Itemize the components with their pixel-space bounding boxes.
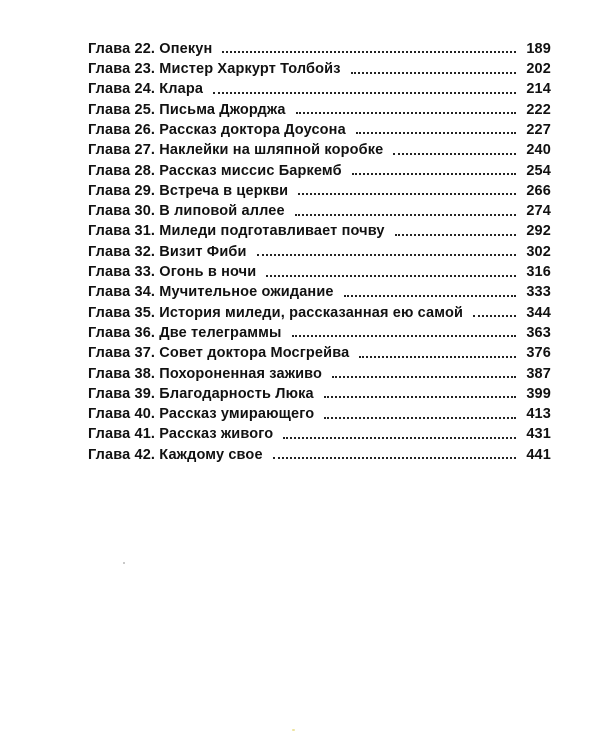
toc-entry-page: 266: [526, 182, 551, 199]
toc-entry-page: 214: [526, 81, 551, 98]
dot-leader: [296, 112, 517, 114]
dot-leader: [283, 437, 516, 439]
toc-entry-title: Глава 40. Рассказ умирающего: [88, 406, 315, 423]
toc-entry-page: 189: [526, 40, 551, 57]
toc-entry: [88, 300, 551, 320]
toc-entry-page: 227: [526, 121, 551, 138]
toc-entry-title: Глава 24. Клара: [88, 81, 204, 98]
toc-entry-title: Глава 37. Совет доктора Мосгрейва: [88, 345, 350, 362]
dot-leader: [332, 376, 516, 378]
toc-entry-page: 376: [526, 345, 551, 362]
toc-entry-page: 254: [526, 162, 551, 179]
toc-entry-title: Глава 28. Рассказ миссис Баркемб: [88, 162, 342, 179]
dot-leader: [266, 275, 516, 277]
toc-entry: [88, 117, 551, 137]
toc-entry: [88, 340, 551, 360]
toc-entry: [88, 280, 551, 300]
toc-entry: [88, 361, 551, 381]
toc-entry: [88, 239, 551, 259]
toc-entry-page: 292: [526, 223, 551, 240]
toc-entry: [88, 259, 551, 279]
dot-leader: [352, 173, 517, 175]
toc-entry-page: 274: [526, 203, 551, 220]
toc-entry-page: 363: [526, 324, 551, 341]
dot-leader: [273, 457, 517, 459]
toc-entry-page: 399: [526, 385, 551, 402]
toc-entry-title: Глава 38. Похороненная заживо: [88, 365, 323, 382]
toc-entry-page: 441: [526, 446, 551, 463]
toc-entry: [88, 56, 551, 76]
toc-entry-title: Глава 26. Рассказ доктора Доусона: [88, 121, 346, 138]
dot-leader: [222, 51, 516, 53]
dot-leader: [359, 356, 516, 358]
dot-leader: [257, 254, 517, 256]
toc-entry: [88, 36, 551, 56]
toc-entry-title: Глава 39. Благодарность Люка: [88, 385, 314, 402]
dot-leader: [213, 92, 516, 94]
toc-entry-title: Глава 35. История миледи, рассказанная ею самой: [88, 304, 464, 321]
toc-entry: [88, 137, 551, 157]
dot-leader: [324, 396, 517, 398]
table-of-contents: [88, 36, 551, 462]
toc-entry-title: Глава 30. В липовой аллее: [88, 203, 285, 220]
toc-entry-title: Глава 36. Две телеграммы: [88, 324, 282, 341]
toc-entry-title: Глава 42. Каждому свое: [88, 446, 263, 463]
toc-entry-title: Глава 31. Миледи подготавливает почву: [88, 223, 385, 240]
dot-leader: [344, 295, 517, 297]
toc-entry-title: Глава 34. Мучительное ожидание: [88, 284, 334, 301]
toc-entry-title: Глава 32. Визит Фиби: [88, 243, 247, 260]
toc-entry: [88, 401, 551, 421]
toc-entry-title: Глава 23. Мистер Харкурт Толбойз: [88, 61, 341, 78]
toc-entry: [88, 381, 551, 401]
toc-entry: [88, 320, 551, 340]
scan-speck: [292, 729, 295, 731]
toc-entry: [88, 442, 551, 462]
toc-entry-page: 316: [526, 264, 551, 281]
toc-entry: [88, 158, 551, 178]
dot-leader: [473, 315, 516, 317]
toc-entry-title: Глава 33. Огонь в ночи: [88, 264, 257, 281]
toc-entry-page: 431: [526, 426, 551, 443]
toc-entry: [88, 178, 551, 198]
toc-entry: [88, 198, 551, 218]
toc-entry-page: 240: [526, 142, 551, 159]
dot-leader: [295, 214, 517, 216]
toc-entry: [88, 77, 551, 97]
toc-entry-page: 344: [526, 304, 551, 321]
toc-entry-page: 333: [526, 284, 551, 301]
dot-leader: [292, 335, 517, 337]
dot-leader: [393, 153, 516, 155]
dot-leader: [298, 193, 516, 195]
toc-entry: [88, 97, 551, 117]
toc-entry-page: 302: [526, 243, 551, 260]
toc-entry-title: Глава 25. Письма Джорджа: [88, 101, 286, 118]
toc-entry: [88, 219, 551, 239]
toc-entry-title: Глава 29. Встреча в церкви: [88, 182, 289, 199]
toc-entry-page: 413: [526, 406, 551, 423]
dot-leader: [351, 72, 517, 74]
toc-entry: [88, 422, 551, 442]
dot-leader: [395, 234, 517, 236]
toc-entry-page: 387: [526, 365, 551, 382]
dot-leader: [356, 132, 517, 134]
toc-entry-page: 202: [526, 61, 551, 78]
toc-entry-title: Глава 27. Наклейки на шляпной коробке: [88, 142, 384, 159]
scan-speck: [123, 562, 125, 564]
toc-entry-title: Глава 41. Рассказ живого: [88, 426, 274, 443]
toc-entry-page: 222: [526, 101, 551, 118]
dot-leader: [324, 417, 516, 419]
toc-entry-title: Глава 22. Опекун: [88, 40, 213, 57]
